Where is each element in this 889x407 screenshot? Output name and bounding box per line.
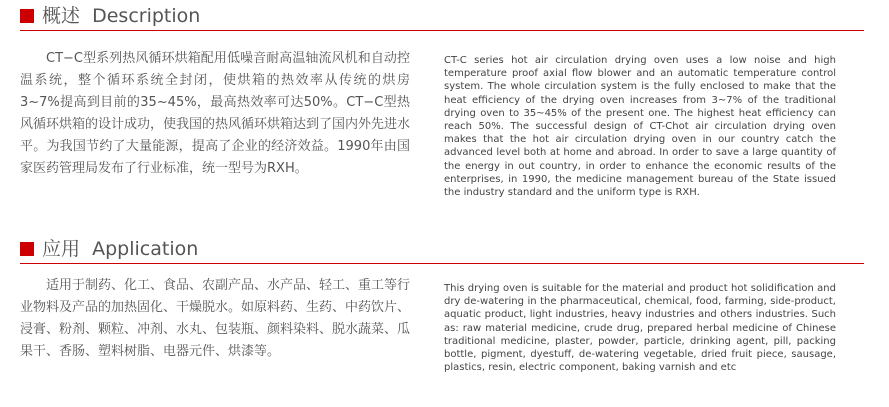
application-section-header (20, 238, 864, 260)
description-title-zh: 概述 (42, 5, 81, 27)
red-square-bullet (20, 242, 34, 256)
red-square-bullet (20, 9, 34, 23)
description-text-zh: CT−C型系列热风循环烘箱配用低噪音耐高温轴流风机和自动控温系统，整个循环系统全封闭，使烘箱的热效率从传统的烘房3~7%提高到目前的35~45%，最高热效率可达50%。CT−C型热风循环烘箱的设计成功，使我国的热风循环烘箱达到了国内外先进水平。为我国节约了大量能源，提高了企业的经济效益。1990年由国家医药管理局发布了行业标准，统一型号为RXH。 (20, 51, 411, 176)
application-text-zh: 适用于制药、化工、食品、农副产品、水产品、轻工、重工等行业物料及产品的加热固化、干燥脱水。如原料药、生药、中药饮片、浸膏、粉剂、颗粒、冲剂、水丸、包装瓶、颜料染料、脱水蔬菜、瓜果干、香肠、塑料树脂、电器元件、烘漆等。 (20, 278, 411, 359)
application-title (42, 238, 198, 260)
application-text-en: This drying oven is suitable for the material and product hot solidification and dry de-watering in the pharmaceutical, chemical, food, farming, side-product, aquatic product, light industries, heavy industries and others industries. Such as: raw material medicine, crude drug, prepared herbal medicine of Chinese traditional medicine, plaster, powder, particle, drinking agent, pill, packing bottle, pigment, dyestuff, de-watering vegetable, dried fruit piece, sausage, plastics, resin, electric component, baking varnish and etc (444, 283, 836, 374)
description-section-header (20, 5, 864, 27)
section-divider (20, 30, 864, 31)
section-divider (20, 263, 864, 264)
description-text-en: CT-C series hot air circulation drying oven uses a low noise and high temperature proof axial flow blower and an automatic temperature control system. The whole circulation system is the fully enclosed to make that the heat efficiency of the drying oven increases from 3~7% of the traditional drying oven to 35~45% of the present one. The highest heat efficiency can reach 50%. The successful design of CT-Chot air circulation drying oven makes that the hot air circulation drying oven in our country catch the advanced level both at home and abroad. In order to save a large quantity of the energy in out country, in order to enhance the economic results of the enterprises, in 1990, the medicine management bureau of the State issued the industry standard and the uniform type is RXH. (444, 55, 836, 199)
description-title-en: Description (92, 5, 201, 27)
application-title-en: Application (92, 238, 199, 260)
description-title (42, 5, 200, 27)
application-title-zh: 应用 (42, 238, 81, 260)
